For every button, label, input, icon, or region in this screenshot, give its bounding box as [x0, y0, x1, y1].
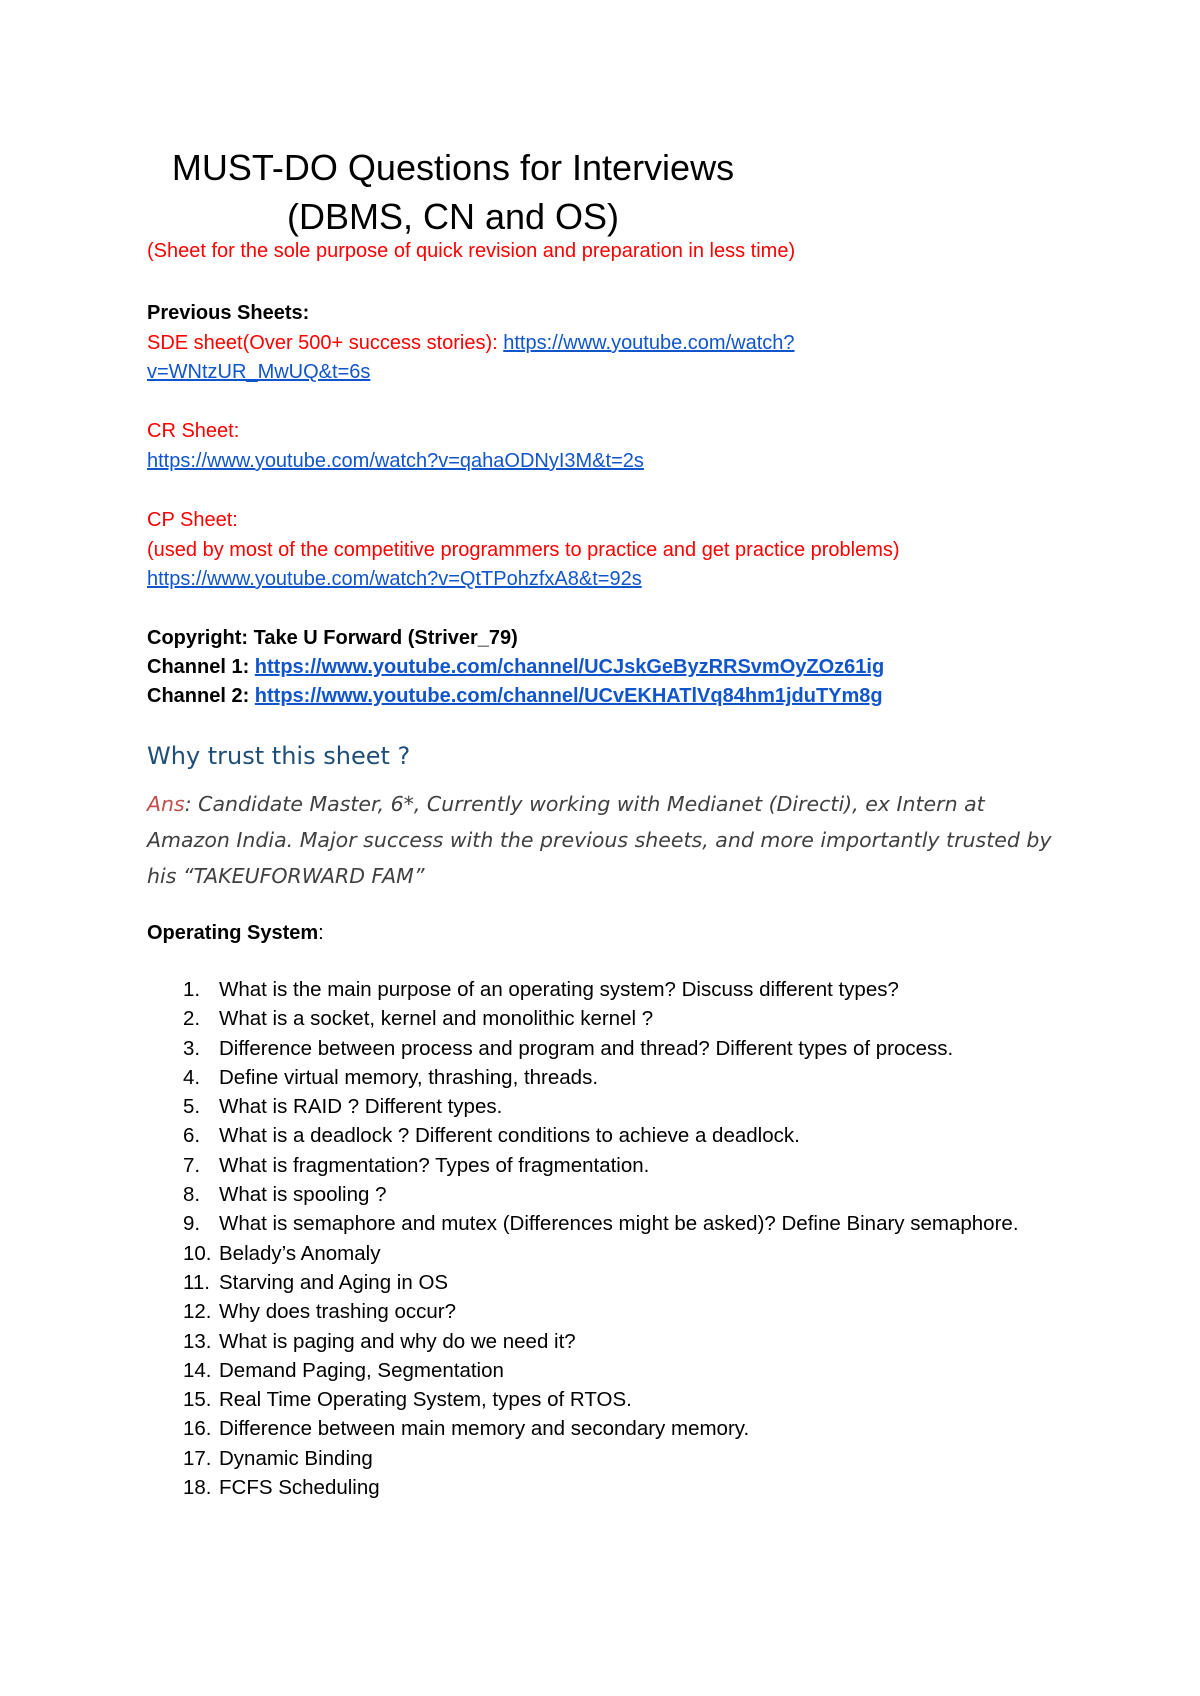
list-item-number: 15. [183, 1388, 212, 1412]
list-item-number: 7. [183, 1153, 201, 1177]
list-item [147, 1209, 1067, 1238]
list-item-number: 11. [183, 1270, 210, 1294]
list-item [147, 1268, 1067, 1297]
list-item-number: 18. [183, 1476, 212, 1500]
channel-2-line [147, 681, 883, 711]
list-item-text: Demand Paging, Segmentation [219, 1358, 504, 1382]
operating-system-heading [147, 922, 324, 945]
channel-2-label: Channel 2: [147, 685, 255, 707]
cp-sheet-link-line [147, 564, 642, 594]
list-item [147, 1180, 1067, 1209]
list-item-text: What is a socket, kernel and monolithic kernel ? [219, 1007, 654, 1031]
previous-sheets-heading: Previous Sheets: [147, 302, 310, 324]
list-item-text: Define virtual memory, thrashing, threads. [219, 1065, 599, 1089]
list-item [147, 1356, 1067, 1385]
operating-system-heading-colon: : [318, 922, 324, 944]
sde-sheet-line [147, 328, 795, 358]
list-item-number: 9. [183, 1212, 201, 1236]
copyright-line: Copyright: Take U Forward (Striver_79) [147, 627, 518, 649]
list-item-number: 10. [183, 1241, 212, 1265]
operating-system-heading-text: Operating System [147, 922, 319, 944]
list-item-number: 6. [183, 1124, 201, 1148]
list-item [147, 1239, 1067, 1268]
list-item-number: 8. [183, 1183, 201, 1207]
list-item-text: Difference between process and program and thread? Different types of process. [219, 1036, 954, 1060]
list-item [147, 1004, 1067, 1033]
list-item-number: 2. [183, 1007, 201, 1031]
channel-1-link[interactable]: https://www.youtube.com/channel/UCJskGeByzRRSvmOyZOz61ig [254, 656, 885, 678]
list-item-number: 3. [183, 1036, 201, 1060]
channel-1-label: Channel 1: [147, 656, 255, 678]
list-item [147, 1034, 1067, 1063]
channel-2-link[interactable]: https://www.youtube.com/channel/UCvEKHATlVq84hm1jduTYm8g [254, 685, 883, 707]
sde-sheet-link-part2[interactable]: v=WNtzUR_MwUQ&t=6s [147, 361, 371, 383]
list-item-text: What is semaphore and mutex (Differences might be asked)? Define Binary semaphore. [219, 1212, 1019, 1236]
list-item-text: Real Time Operating System, types of RTOS. [219, 1388, 632, 1412]
cp-sheet-link[interactable]: https://www.youtube.com/watch?v=QtTPohzfxA8&t=92s [147, 568, 642, 590]
list-item-text: What is a deadlock ? Different conditions to achieve a deadlock. [219, 1124, 800, 1148]
cr-sheet-link[interactable]: https://www.youtube.com/watch?v=qahaODNyI3M&t=2s [147, 450, 644, 472]
list-item-text: Why does trashing occur? [219, 1300, 457, 1324]
why-trust-heading: Why trust this sheet ? [147, 742, 411, 770]
answer-label: Ans [147, 792, 185, 816]
list-item-number: 14. [183, 1358, 212, 1382]
list-item [147, 1063, 1067, 1092]
sde-sheet-label: SDE sheet(Over 500+ success stories): [147, 332, 504, 354]
cp-sheet-label: CP Sheet: [147, 509, 238, 531]
title-line-2: (DBMS, CN and OS) [286, 196, 620, 237]
list-item [147, 1151, 1067, 1180]
list-item-text: Difference between main memory and secondary memory. [219, 1417, 750, 1441]
list-item-number: 12. [183, 1300, 212, 1324]
sde-sheet-link[interactable]: https://www.youtube.com/watch? [503, 332, 795, 354]
answer-text: : Candidate Master, 6*, Currently working with Medianet (Directi), ex Intern at Amazon India. Major success with the previous sheets, and more importantly trusted by his “TAKEUFORWARD FAM” [147, 792, 1052, 888]
list-item [147, 1297, 1067, 1326]
list-item-text: What is paging and why do we need it? [219, 1329, 576, 1353]
list-item [147, 1414, 1067, 1443]
list-item [147, 1444, 1067, 1473]
list-item-number: 5. [183, 1095, 201, 1119]
list-item-text: Dynamic Binding [219, 1446, 373, 1470]
list-item-number: 17. [183, 1446, 212, 1470]
list-item-number: 4. [183, 1065, 201, 1089]
title-line-1: MUST-DO Questions for Interviews [171, 147, 735, 188]
list-item-text: Starving and Aging in OS [219, 1270, 449, 1294]
list-item-text: What is spooling ? [219, 1183, 387, 1207]
list-item-number: 13. [183, 1329, 212, 1353]
list-item [147, 1327, 1067, 1356]
document-title [0, 143, 1053, 241]
list-item-number: 1. [183, 978, 201, 1001]
cr-sheet-label: CR Sheet: [147, 420, 240, 442]
list-item [147, 1092, 1067, 1121]
list-item-text: What is fragmentation? Types of fragmentation. [219, 1153, 650, 1177]
sde-sheet-link-continued [147, 357, 370, 387]
list-item [147, 1473, 1067, 1502]
list-item [147, 1385, 1067, 1414]
list-item-number: 16. [183, 1417, 212, 1441]
list-item-text: What is the main purpose of an operating system? Discuss different types? [219, 978, 899, 1001]
list-item-text: FCFS Scheduling [219, 1476, 380, 1500]
list-item-text: Belady’s Anomaly [219, 1241, 381, 1265]
channel-1-line [147, 652, 884, 682]
why-trust-answer [147, 786, 1067, 894]
list-item-text: What is RAID ? Different types. [219, 1095, 503, 1119]
operating-system-question-list [147, 975, 1067, 1502]
cr-sheet-link-line [147, 446, 644, 476]
list-item [147, 975, 1067, 1004]
list-item [147, 1121, 1067, 1150]
subtitle: (Sheet for the sole purpose of quick revision and preparation in less time) [147, 240, 796, 262]
cp-sheet-note: (used by most of the competitive programmers to practice and get practice problems) [147, 539, 900, 561]
